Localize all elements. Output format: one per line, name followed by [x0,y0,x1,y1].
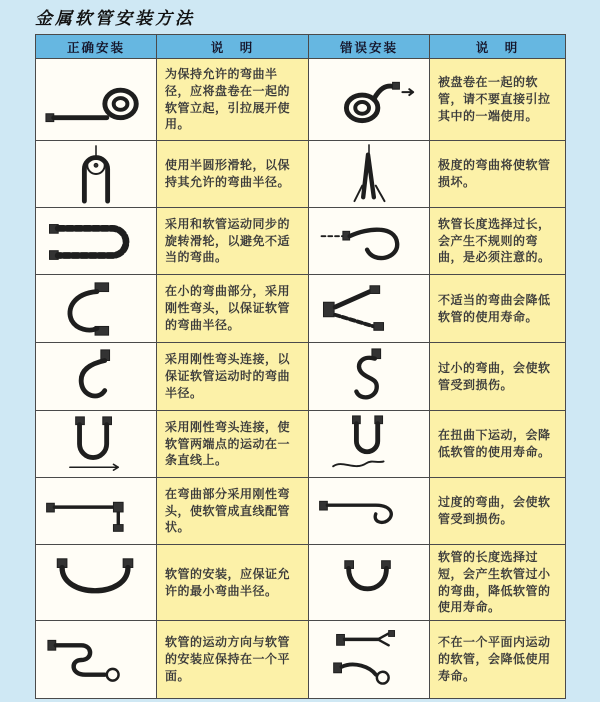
rotating-pulley-track-hose-icon [42,210,150,272]
straight-pipe-with-elbow-hose-icon [42,480,150,542]
wrong-description: 被盘卷在一起的软管，请不要直接引拉其中的一端使用。 [430,59,566,141]
wrong-image-cell [309,275,430,343]
correct-description: 采用刚性弯头连接，以保证软管运动时的弯曲半径。 [157,343,309,411]
correct-description: 采用刚性弯头连接，使软管两端点的运动在一条直线上。 [157,411,309,478]
standing-coil-hose-icon [42,67,150,133]
wrong-description: 软管的长度选择过短，会产生软管过小的弯曲，降低软管的使用寿命。 [430,545,566,621]
correct-image-cell [36,621,157,699]
table-row [36,275,566,343]
too-small-bend-hose-icon [315,346,423,408]
wrong-description: 过度的弯曲，会使软管受到损伤。 [430,478,566,545]
wrong-description: 软管长度选择过长，会产生不规则的弯曲，是必须注意的。 [430,208,566,275]
wrong-image-cell [309,545,430,621]
correct-image-cell [36,545,157,621]
correct-description: 为保持允许的弯曲半径，应将盘卷在一起的软管立起，引拉展开使用。 [157,59,309,141]
correct-image-cell [36,275,157,343]
correct-image-cell [36,59,157,141]
table-row [36,478,566,545]
wrong-description: 极度的弯曲将使软管损坏。 [430,141,566,208]
correct-description: 软管的运动方向与软管的安装应保持在一个平面。 [157,621,309,699]
table-row [36,545,566,621]
correct-description: 采用和软管运动同步的旋转滑轮，以避免不适当的弯曲。 [157,208,309,275]
header-wrong-install: 错误安装 [309,35,430,59]
single-plane-trap-hose-icon [42,625,150,695]
overlong-irregular-bend-hose-icon [315,210,423,272]
correct-description: 在弯曲部分采用刚性弯头，使软管成直线配管状。 [157,478,309,545]
sharply-folded-hanging-hose-icon [315,143,423,205]
correct-image-cell [36,343,157,411]
wrong-image-cell [309,478,430,545]
installation-table [35,34,566,699]
wrong-image-cell [309,208,430,275]
correct-image-cell [36,478,157,545]
wrong-description: 过小的弯曲，会使软管受到损伤。 [430,343,566,411]
header-row [36,35,566,59]
correct-description: 软管的安装，应保证允许的最小弯曲半径。 [157,545,309,621]
wrong-description: 在扭曲下运动，会降低软管的使用寿命。 [430,411,566,478]
page-title: 金属软管安装方法 [35,9,195,29]
table-row [36,343,566,411]
semicircular-pulley-hose-icon [42,143,150,205]
table-row [36,141,566,208]
correct-description: 使用半圆形滑轮，以保持其允许的弯曲半径。 [157,141,309,208]
table-row [36,411,566,478]
improper-sharp-bend-hose-icon [315,278,423,340]
overbent-end-hose-icon [315,480,423,542]
table-row [36,59,566,141]
table-row [36,208,566,275]
wide-u-min-radius-hose-icon [42,552,150,614]
correct-image-cell [36,208,157,275]
u-shape-aligned-ends-hose-icon [42,413,150,475]
short-tight-u-hose-icon [315,552,423,614]
out-of-plane-hose-icon [315,625,423,695]
wrong-image-cell [309,343,430,411]
correct-description: 在小的弯曲部分，采用刚性弯头，以保证软管的弯曲半径。 [157,275,309,343]
table-row [36,621,566,699]
header-explanation-left: 说 明 [157,35,309,59]
wrong-description: 不在一个平面内运动的软管，会降低使用寿命。 [430,621,566,699]
rigid-elbow-connection-hose-icon [42,346,150,408]
correct-image-cell [36,411,157,478]
wrong-image-cell [309,411,430,478]
pulled-coil-hose-icon [315,67,423,133]
rigid-elbow-small-bend-hose-icon [42,278,150,340]
wrong-image-cell [309,621,430,699]
header-correct-install: 正确安装 [36,35,157,59]
wrong-description: 不适当的弯曲会降低软管的使用寿命。 [430,275,566,343]
wrong-image-cell [309,59,430,141]
header-explanation-right: 说 明 [430,35,566,59]
correct-image-cell [36,141,157,208]
wrong-image-cell [309,141,430,208]
twisted-u-hose-icon [315,413,423,475]
